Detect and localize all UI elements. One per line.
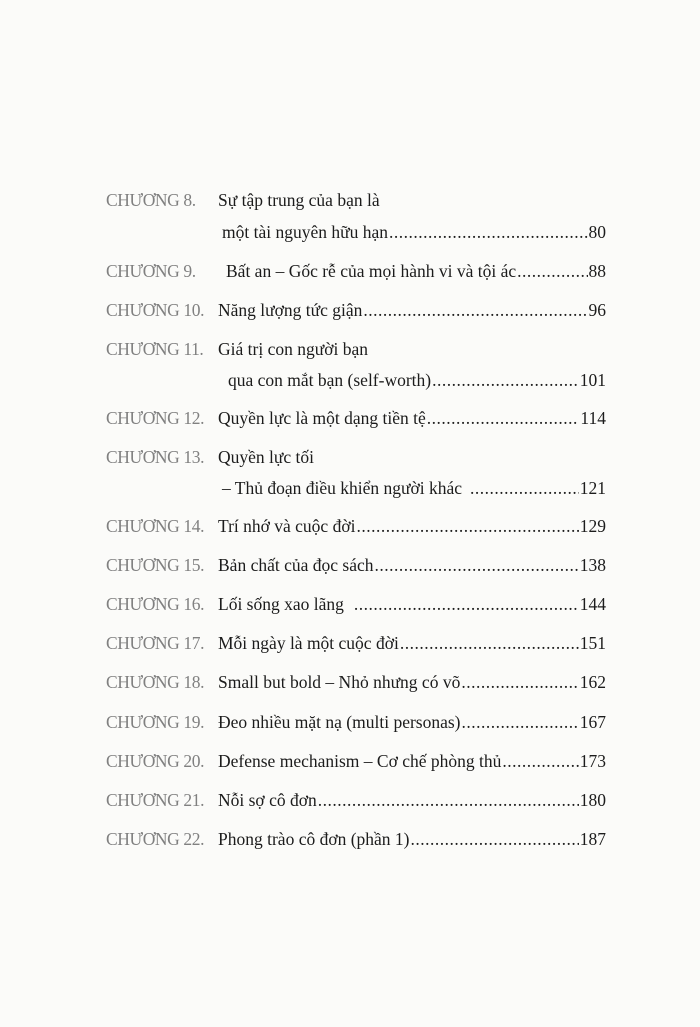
page-number: 138: [579, 555, 606, 575]
dot-leader: [502, 749, 578, 773]
toc-entry-chapter-8: [106, 188, 606, 244]
dot-leader: [400, 631, 579, 655]
page-number: 101: [579, 370, 606, 390]
toc-entry-chapter-11: [106, 337, 606, 392]
chapter-title: Mỗi ngày là một cuộc đời: [218, 633, 399, 653]
chapter-label: CHƯƠNG 21.: [106, 790, 205, 810]
chapter-title: Sự tập trung của bạn là: [218, 190, 380, 210]
page-number: 167: [579, 712, 606, 732]
chapter-title: Quyền lực là một dạng tiền tệ: [218, 408, 426, 428]
toc-entry-chapter-22: [106, 827, 606, 851]
chapter-title: Small but bold – Nhỏ nhưng có võ: [218, 672, 461, 692]
chapter-label: CHƯƠNG 19.: [106, 712, 205, 732]
chapter-title: Defense mechanism – Cơ chế phòng thủ: [218, 751, 502, 771]
chapter-title: Bản chất của đọc sách: [218, 555, 374, 575]
chapter-title: Lối sống xao lãng: [218, 594, 344, 614]
page-number: 129: [579, 516, 606, 536]
toc-entry-chapter-14: [106, 514, 606, 538]
toc-entry-chapter-21: [106, 788, 606, 812]
dot-leader: [427, 406, 580, 430]
chapter-label: CHƯƠNG 10.: [106, 300, 205, 320]
dot-leader: [462, 710, 579, 734]
dot-leader: [461, 670, 578, 694]
chapter-label: CHƯƠNG 12.: [106, 408, 205, 428]
page-number: 88: [588, 261, 606, 281]
page-number: 162: [579, 672, 606, 692]
chapter-label: CHƯƠNG 13.: [106, 447, 205, 467]
toc-entry-chapter-9: [106, 259, 606, 283]
chapter-title: Nỗi sợ cô đơn: [218, 790, 317, 810]
chapter-label: CHƯƠNG 9.: [106, 261, 196, 281]
page-number: 80: [588, 222, 606, 242]
page-number: 144: [579, 594, 606, 614]
chapter-title: Bất an – Gốc rễ của mọi hành vi và tội ác: [226, 261, 517, 281]
chapter-label: CHƯƠNG 14.: [106, 516, 205, 536]
chapter-title: Quyền lực tối: [218, 447, 314, 467]
dot-leader: [374, 553, 578, 577]
chapter-title: Trí nhớ và cuộc đời: [218, 516, 356, 536]
chapter-label: CHƯƠNG 20.: [106, 751, 205, 771]
toc-entry-chapter-20: [106, 749, 606, 773]
dot-leader: [389, 220, 588, 244]
page-number: 151: [579, 633, 606, 653]
toc-entry-chapter-10: [106, 298, 606, 322]
dot-leader: [356, 514, 578, 538]
chapter-label: CHƯƠNG 15.: [106, 555, 205, 575]
chapter-title-continued: một tài nguyên hữu hạn: [222, 222, 388, 242]
dot-leader: [517, 259, 587, 283]
page-number: 121: [579, 478, 606, 498]
chapter-label: CHƯƠNG 16.: [106, 594, 205, 614]
chapter-label: CHƯƠNG 18.: [106, 672, 205, 692]
chapter-title: Giá trị con người bạn: [218, 339, 368, 359]
chapter-title: Đeo nhiều mặt nạ (multi personas): [218, 712, 461, 732]
dot-leader: [411, 827, 579, 851]
toc-entry-chapter-12: [106, 406, 606, 430]
page-number: 114: [580, 408, 606, 428]
toc-entry-chapter-18: [106, 670, 606, 694]
dot-leader: [318, 788, 579, 812]
toc-entry-chapter-15: [106, 553, 606, 577]
page-number: 173: [579, 751, 606, 771]
dot-leader: [354, 592, 579, 616]
chapter-title-continued: qua con mắt bạn (self-worth): [228, 370, 432, 390]
page-number: 187: [579, 829, 606, 849]
chapter-label: CHƯƠNG 8.: [106, 190, 196, 210]
dot-leader: [432, 368, 579, 392]
chapter-label: CHƯƠNG 17.: [106, 633, 205, 653]
toc-entry-chapter-17: [106, 631, 606, 655]
chapter-label: CHƯƠNG 22.: [106, 829, 205, 849]
toc-entry-chapter-16: [106, 592, 606, 616]
chapter-title: Phong trào cô đơn (phần 1): [218, 829, 410, 849]
dot-leader: [470, 476, 579, 500]
page-number: 180: [579, 790, 606, 810]
dot-leader: [363, 298, 587, 322]
chapter-label: CHƯƠNG 11.: [106, 339, 204, 359]
chapter-title-continued: – Thủ đoạn điều khiển người khác: [222, 478, 463, 498]
toc-entry-chapter-19: [106, 710, 606, 734]
toc-entry-chapter-13: [106, 445, 606, 500]
chapter-title: Năng lượng tức giận: [218, 300, 363, 320]
page-number: 96: [588, 300, 606, 320]
